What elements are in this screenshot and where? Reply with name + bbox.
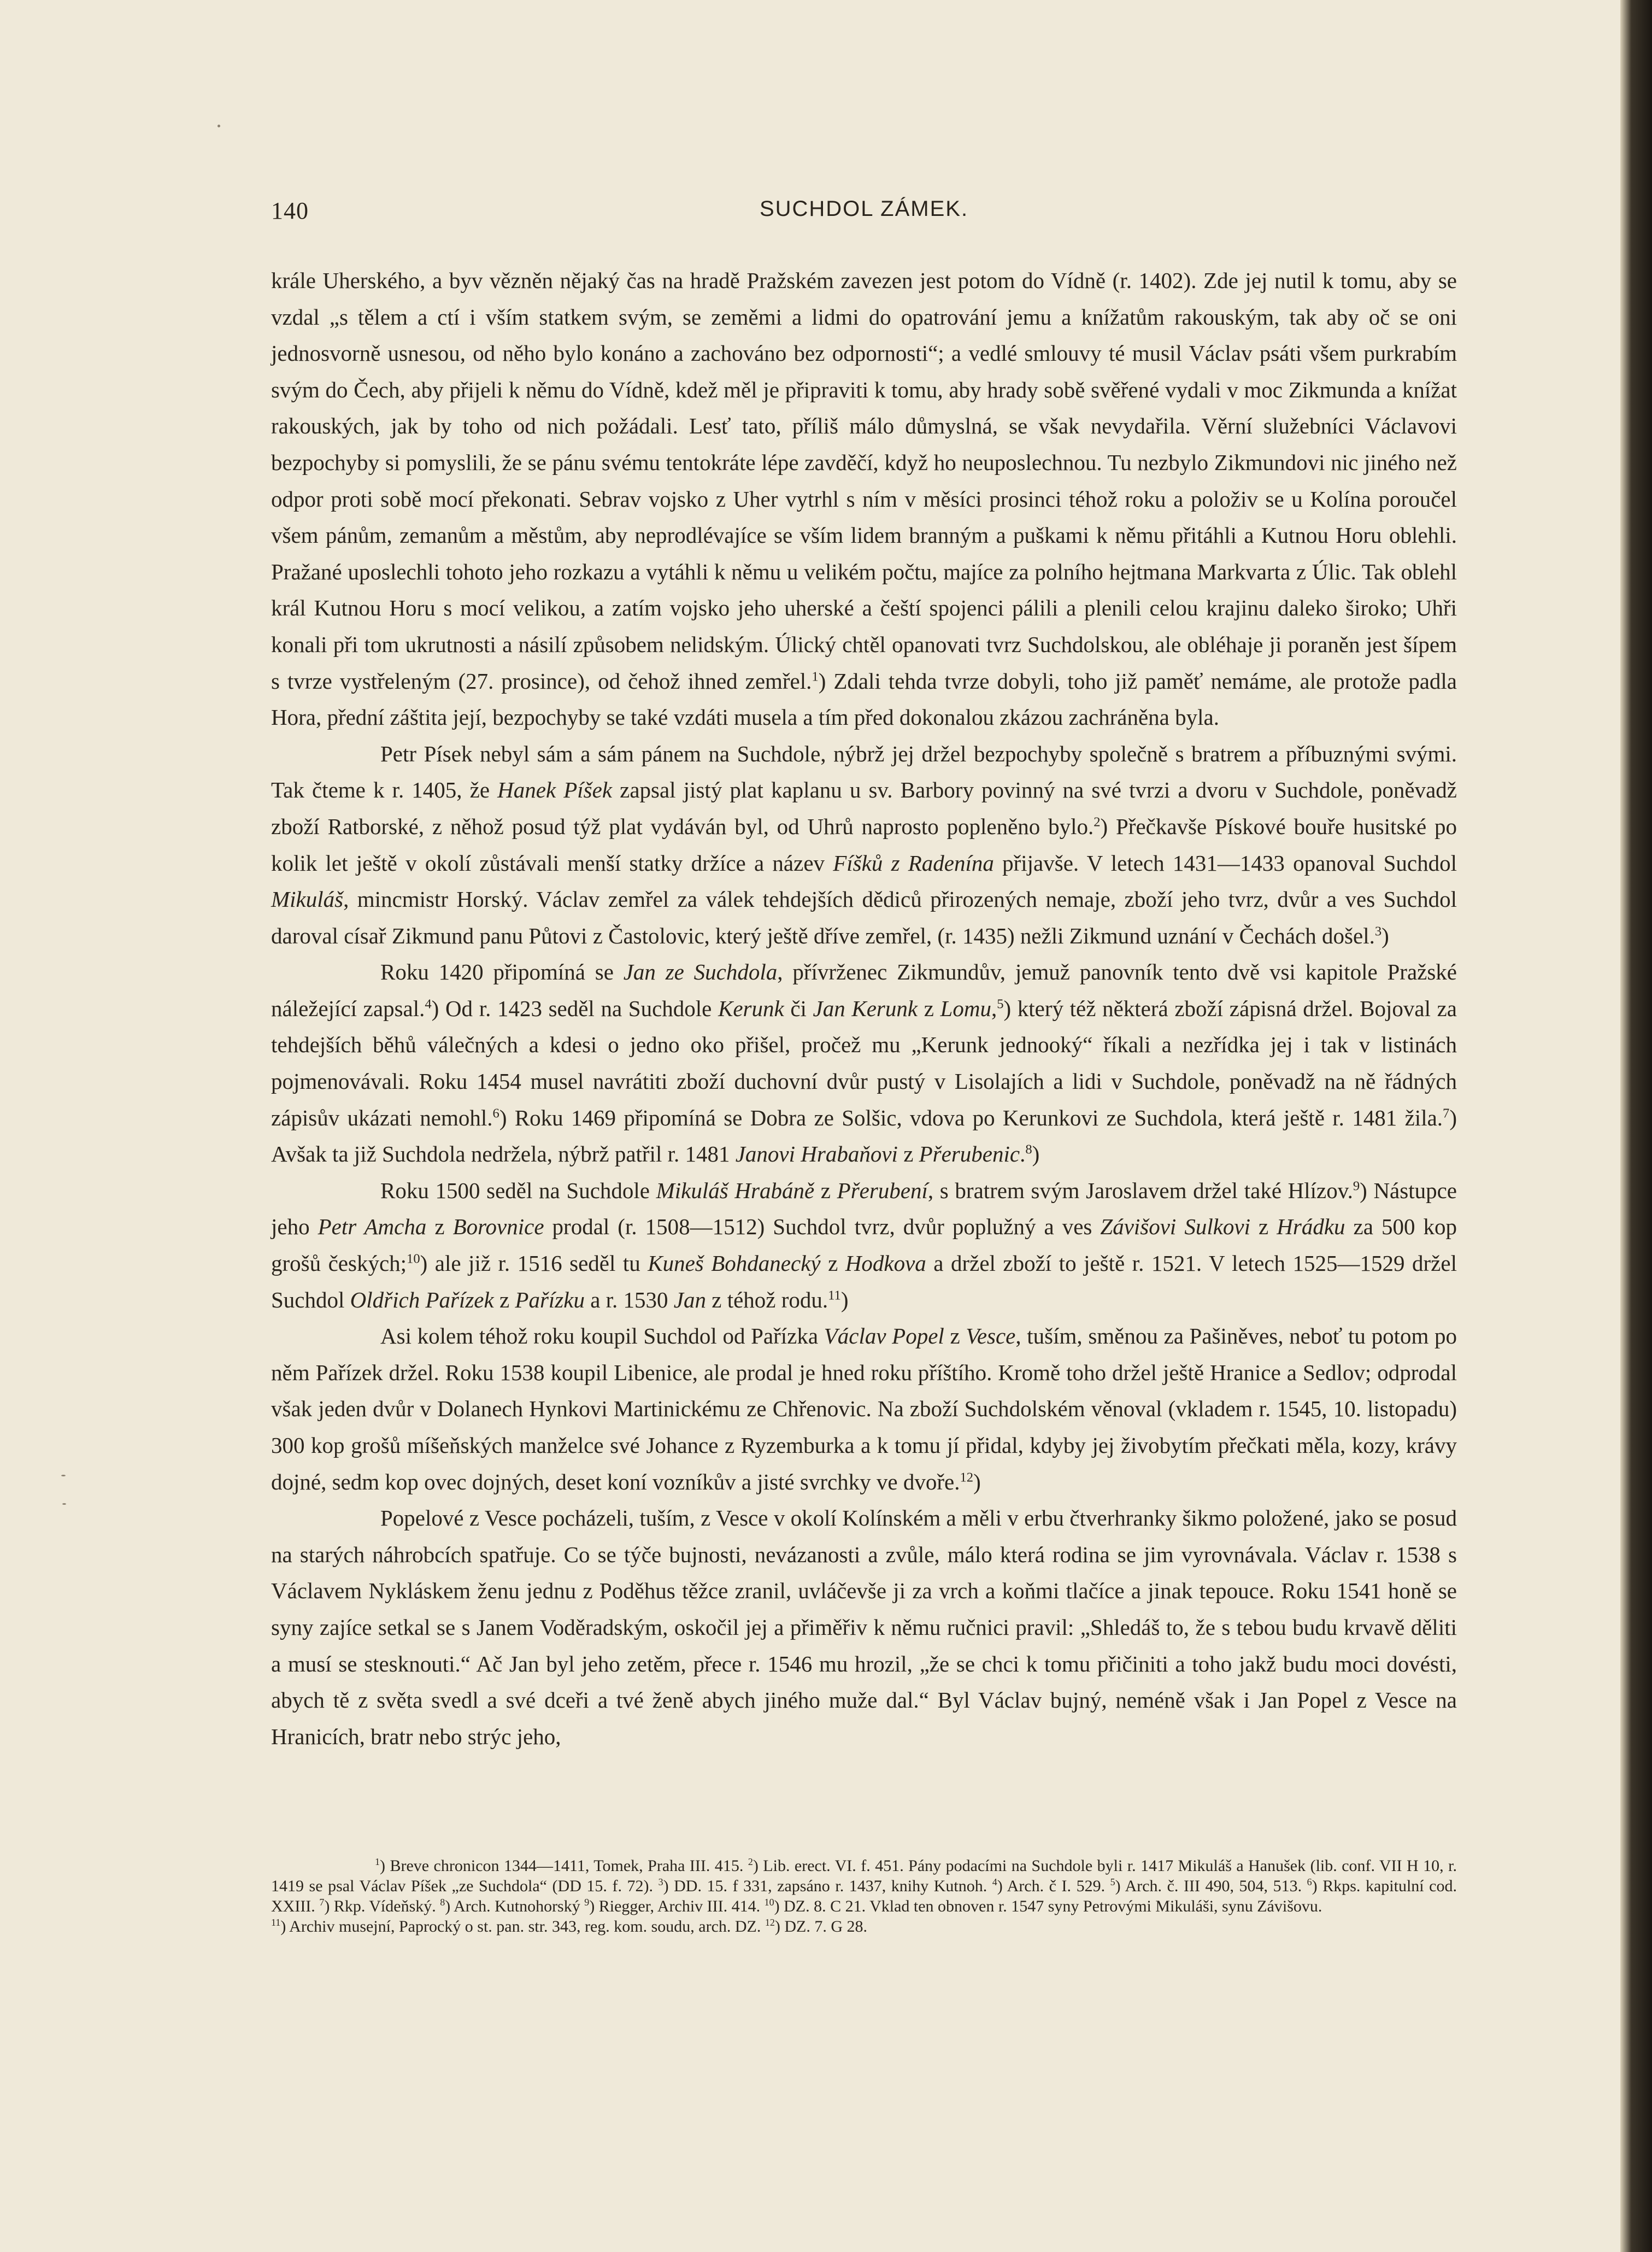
italic-name: Mikuláš Hrabáně (656, 1177, 815, 1203)
footnote-marker: 2 (1094, 814, 1101, 830)
footnote-marker: 2 (748, 1856, 753, 1867)
text-run: ) Arch. č. III 490, 504, 513. (1115, 1877, 1307, 1895)
text-run: ) Roku 1469 připomíná se Dobra ze Solšic, vdova po Kerunkovi ze Suchdola, která ještě r. 1481 žila. (499, 1105, 1443, 1130)
text-run: přijavše. V letech 1431—1433 opanoval Suchdol (993, 850, 1457, 876)
text-run: ) (1381, 923, 1389, 948)
text-run: z (944, 1323, 966, 1349)
italic-name: Kerunk (718, 995, 784, 1021)
footnote-marker: 11 (271, 1917, 281, 1928)
text-run: ) ale již r. 1516 seděl tu (420, 1251, 648, 1276)
text-run: Roku 1500 seděl na Suchdole (380, 1177, 656, 1203)
footnote-marker: 8 (440, 1897, 445, 1908)
text-run: zapsal jistý plat kaplanu u sv. Barbory povinný na své tvrzi a dvoru v Suchdole, poněvadž zboží Ratborské, z něhož posud týž plat vydáván byl, od Uhrů naprosto popleněno bylo. (271, 777, 1457, 839)
italic-name: Jan (673, 1287, 706, 1312)
italic-name: Kuneš Bohdanecký (648, 1251, 821, 1276)
footnote-marker: 5 (1110, 1876, 1115, 1887)
footnote-marker: 1 (375, 1856, 380, 1867)
text-run: z (426, 1214, 453, 1240)
text-run: ) Přečkavše Pískové bouře husitské po kolik let ještě v okolí zůstávali menší statky držíce a název (271, 813, 1457, 876)
paragraph (271, 736, 1457, 954)
paper-speck (217, 125, 220, 127)
italic-name: Mikuláš (271, 887, 344, 912)
text-run: ) Rkp. Vídeňský. (324, 1897, 440, 1915)
text-run: ) Lib. erect. VI. f. 451. Pány podacími na Suchdole byli r. 1417 Mikuláš a Hanušek (lib. conf. VII H 10, r. 1419 se psal Václav Píšek „ze Suchdola“ (DD 15. f. 72). (271, 1857, 1457, 1895)
footnotes (271, 1856, 1457, 1937)
text-run: ) Rkps. kapitulní cod. XXIII. (271, 1877, 1457, 1915)
text-run: ) Riegger, Archiv III. 414. (589, 1897, 765, 1915)
italic-name: Jan ze Suchdola (623, 959, 778, 985)
italic-name: Přerubenic (919, 1141, 1020, 1167)
footnote-marker: 6 (492, 1106, 499, 1121)
page-header (271, 197, 1457, 230)
text-run: z (897, 1141, 919, 1167)
text-run: ) Avšak ta již Suchdola nedržela, nýbrž patřil r. 1481 (271, 1105, 1457, 1167)
text-run: , přívrženec Zikmundův, jemuž panovník tento dvě vsi kapitole Pražské náležející zapsal. (271, 959, 1457, 1021)
paragraph (271, 1172, 1457, 1318)
footnote-marker: 12 (765, 1917, 775, 1928)
paragraph (271, 262, 1457, 736)
page-number: 140 (271, 197, 309, 224)
text-run: či (784, 995, 813, 1021)
footnote-marker: 1 (812, 668, 819, 684)
page-edge-shadow (1620, 0, 1652, 2252)
text-run: z (814, 1177, 837, 1203)
text-run: z (918, 995, 940, 1021)
paragraph (271, 954, 1457, 1172)
italic-name: Hanek Píšek (497, 777, 613, 803)
footnote-marker: 3 (1374, 924, 1382, 939)
footnote-marker: 12 (960, 1469, 974, 1485)
text-run: , tuším, směnou za Pašiněves, neboť tu potom po něm Pařízek držel. Roku 1538 koupil Libenice, ale prodal je hned roku příštího. Kromě toho držel ještě Hranice a Sedlov; odprodal však jeden dvůr v Dolanech Hynkovi Martinickému ze Chřenovic. Na zboží Suchdolském věnoval (vkladem r. 1545, 10. listopadu) 300 kop grošů míšeňských manželce své Johance z Ryzemburka a k tomu jí přidal, kdyby jej živobytím přečkati měla, kozy, krávy dojné, sedm kop ovec dojných, deset koní vozníkův a jisté svrchky ve dvoře. (271, 1323, 1457, 1494)
text-run: Asi kolem téhož roku koupil Suchdol od Pařízka (380, 1323, 824, 1349)
text-run: z (820, 1251, 845, 1276)
paragraph (271, 1318, 1457, 1500)
footnote-marker: 9 (1353, 1178, 1360, 1194)
italic-name: Jan Kerunk (813, 995, 918, 1021)
italic-name: Oldřich Pařízek (350, 1287, 494, 1312)
italic-name: Vesce (966, 1323, 1016, 1349)
text-run: ) Nástupce jeho (271, 1177, 1457, 1240)
italic-name: Borovnice (452, 1214, 544, 1240)
text-run: ) Od r. 1423 seděl na Suchdole (431, 995, 718, 1021)
text-run: prodal (r. 1508—1512) Suchdol tvrz, dvůr poplužný a ves (544, 1214, 1101, 1240)
text-run: ) DZ. 8. C 21. Vklad ten obnoven r. 1547 syny Petrovými Mikuláši, synu Závišovu. (774, 1897, 1322, 1915)
italic-name: Hrádku (1277, 1214, 1345, 1240)
footnote-marker: 7 (1443, 1106, 1450, 1121)
text-run: , (991, 995, 997, 1021)
text-run: , mincmistr Horský. Václav zemřel za válek tehdejších dědiců přirozených nemaje, zboží jeho tvrz, dvůr a ves Suchdol daroval císař Zikmund panu Půtovi z Častolovic, který ještě dříve zemřel, (r. 1435) nežli Zikmund uznání v Čechách došel. (271, 887, 1457, 948)
italic-name: Přerubení (837, 1177, 928, 1203)
footnote-marker: 6 (1307, 1876, 1312, 1887)
text-run: , s bratrem svým Jaroslavem držel také Hlízov. (927, 1177, 1353, 1203)
footnote-marker: 5 (997, 996, 1004, 1012)
paper-speck (61, 1475, 66, 1476)
text-run: ) Arch. Kutnohorský (445, 1897, 585, 1915)
footnote-marker: 10 (407, 1251, 420, 1266)
text-run: Roku 1420 připomíná se (380, 959, 624, 985)
text-run: a r. 1530 (584, 1287, 674, 1312)
text-run: z (1250, 1214, 1277, 1240)
footnote-marker: 10 (764, 1897, 774, 1908)
text-run: ) (840, 1287, 849, 1312)
footnote-block (271, 1916, 1457, 1937)
text-run: ) který též některá zboží zápisná držel. Bojoval za tehdejších běhů válečných a kdesi o jedno oko přišel, pročež mu „Kerunk jednooký“ říkali a nezřídka jej i tak v listinách pojmenovávali. Roku 1454 musel navrátiti zboží duchovní dvůr pustý v Lisolajích a lidi v Suchdole, poněvadž na ně řádných zápisův ukázati nemohl. (271, 995, 1457, 1130)
footnote-marker: 4 (425, 996, 432, 1012)
text-run: ) Arch. č I. 529. (997, 1877, 1110, 1895)
text-run: krále Uherského, a byv vězněn nějaký čas na hradě Pražském zavezen jest potom do Vídně (r. 1402). Zde jej nutil k tomu, aby se vzdal „s tělem a ctí i vším statkem svým, se zeměmi a lidmi do opatrování jemu a knížatům rakouským, tak aby oč se oni jednosvorně usnesou, od něho bylo konáno a zachováno bez odpornosti“; a vedlé smlouvy té musil Václav psáti všem purkrabím svým do Čech, aby přijeli k němu do Vídně, kdež měl je připraviti k tomu, aby hrady sobě svěřené vydali v moc Zikmunda a knížat rakouských, jak by toho od nich požádali. Lesť tato, příliš málo důmyslná, se však nevydařila. Věrní služebníci Václavovi bezpochyby si pomyslili, že se pánu svému tentokráte lépe zavděčí, když ho neuposlechnou. Tu nezbylo Zikmundovi nic jiného než odpor proti sobě mocí překonati. Sebrav vojsko z Uher vytrhl s ním v měsíci prosinci téhož roku a položiv se u Kolína poroučel všem pánům, zemanům a městům, aby neprodlévajíce se vším lidem branným a puškami k němu přitáhli a Kutnou Horu oblehli. Pražané uposlechli tohoto jeho rozkazu a vytáhli k němu u velikém počtu, majíce za polního hejtmana Markvarta z Úlic. Tak oblehl král Kutnou Horu s mocí velikou, a zatím vojsko jeho uherské a čeští spojenci pálili a plenili celou krajinu daleko široko; Uhři konali při tom ukrutnosti a násilí způsobem nelidským. Úlický chtěl opanovati tvrz Suchdolskou, ale obléhaje ji poraněn jest šípem s tvrze vystřeleným (27. prosince), od čehož ihned zemřel. (271, 268, 1457, 694)
text-run: ) Archiv musejní, Paprocký o st. pan. str. 343, reg. kom. soudu, arch. DZ. (280, 1917, 765, 1936)
text-run: . (1020, 1141, 1026, 1167)
paragraph (271, 1500, 1457, 1755)
text-run: ) DD. 15. f 331, zapsáno r. 1437, knihy Kutnoh. (663, 1877, 992, 1895)
text-run: ) DZ. 7. G 28. (774, 1917, 868, 1936)
italic-name: Petr Amcha (318, 1214, 427, 1240)
text-run: Petr Písek nebyl sám a sám pánem na Suchdole, nýbrž jej držel bezpochyby společně s bratrem a příbuznými svými. Tak čteme k r. 1405, že (271, 741, 1457, 803)
footnote-marker: 7 (319, 1897, 325, 1908)
footnote-marker: 8 (1025, 1142, 1032, 1157)
italic-name: Hodkova (845, 1251, 926, 1276)
text-run: z téhož rodu. (706, 1287, 828, 1312)
footnote-marker: 9 (584, 1897, 590, 1908)
text-run: ) (1032, 1141, 1040, 1167)
footnote-marker: 4 (992, 1876, 997, 1887)
italic-name: Pařízku (515, 1287, 585, 1312)
italic-name: Fíšků z Radenína (833, 850, 994, 876)
body-text (271, 262, 1457, 1755)
footnote-block (271, 1856, 1457, 1916)
italic-name: Závišovi Sulkovi (1100, 1214, 1251, 1240)
italic-name: Janovi Hrabaňovi (735, 1141, 898, 1167)
text-run: a držel zboží to ještě r. 1521. V letech 1525—1529 držel Suchdol (271, 1251, 1457, 1312)
italic-name: Václav Popel (824, 1323, 944, 1349)
footnote-marker: 3 (658, 1876, 663, 1887)
text-run: ) Breve chronicon 1344—1411, Tomek, Praha III. 415. (380, 1857, 748, 1875)
text-run: za 500 kop grošů českých; (271, 1214, 1457, 1276)
footnote-marker: 11 (828, 1287, 841, 1303)
running-title: SUCHDOL ZÁMEK. (759, 197, 969, 221)
text-run: z (493, 1287, 515, 1312)
text-run: Popelové z Vesce pocházeli, tuším, z Vesce v okolí Kolínském a měli v erbu čtverhranky šikmo položené, jako se posud na starých náhrobcích spatřuje. Co se týče bujnosti, nevázanosti a zvůle, málo která rodina se jim vyrovnávala. Václav r. 1538 s Václavem Nykláskem ženu jednu z Poděhus těžce zranil, uvláčevše ji za vrch a koňmi tlačíce a jinak tepouce. Roku 1541 honě se syny zajíce setkal se s Janem Voděradským, oskočil jej a přiměřiv k němu ručnici pravil: „Shledáš to, že s tebou budu krvavě děliti a musí se stesknouti.“ Ač Jan byl jeho zetěm, přece r. 1546 mu hrozil, „že se chci k tomu přičiniti a toho jakž budu moci dovésti, abych tě z světa svedl a své dceři a tvé ženě abych jiného muže dal.“ Byl Václav bujný, neméně však i Jan Popel z Vesce na Hranicích, bratr nebo strýc jeho, (271, 1505, 1457, 1749)
text-run: ) Zdali tehda tvrze dobyli, toho již paměť nemáme, ale protože padla Hora, přední záštita její, bezpochyby se také vzdáti musela a tím před dokonalou zkázou zachráněna byla. (271, 668, 1457, 730)
text-run: ) (973, 1469, 981, 1494)
italic-name: Lomu (940, 995, 991, 1021)
paper-speck (62, 1503, 66, 1505)
